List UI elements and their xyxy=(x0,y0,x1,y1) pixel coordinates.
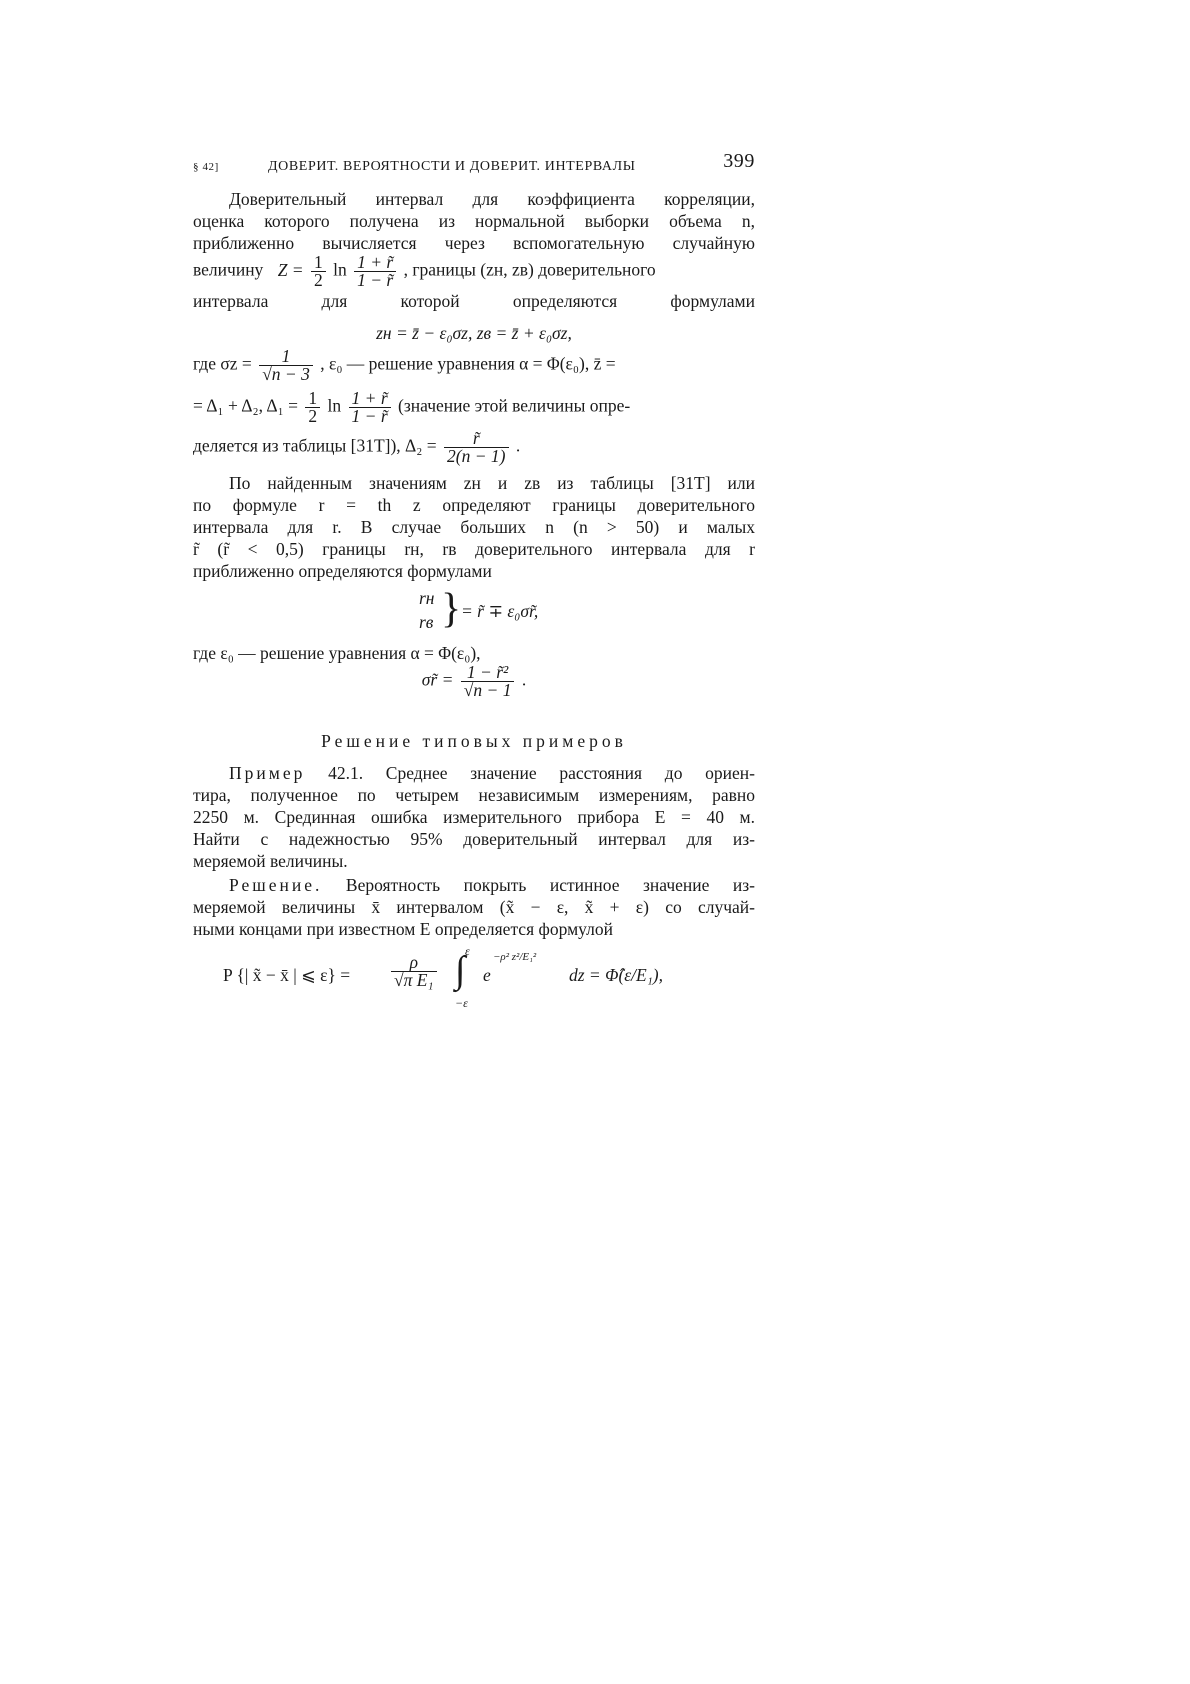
integral-upper-limit: ε xyxy=(465,944,470,958)
text-fragment: 42.1. Среднее значение расстояния до ориен- xyxy=(328,763,756,783)
text-fragment: . xyxy=(515,435,521,456)
text-fragment: , ε₀ — решение уравнения α = Φ(ε₀), z̄ = xyxy=(320,353,616,374)
z-symbol: Z = xyxy=(277,259,308,280)
line-sigma-z xyxy=(193,348,755,388)
paragraph-correlation-interval xyxy=(193,188,755,254)
sigma-fraction xyxy=(259,348,313,383)
example-42-1 xyxy=(193,762,755,872)
sigma-r-lhs: σr̃ = xyxy=(421,669,454,690)
text-line: ными концами при известном E определяется формулой xyxy=(193,919,613,939)
text-line: r̃ (r̃ < 0,5) границы rн, rв доверительного интервала для r xyxy=(193,539,755,559)
r-bound-rhs: = r̃ ∓ ε₀σr̃, xyxy=(461,601,539,621)
numerator: r̃ xyxy=(444,430,508,448)
text-line: где ε₀ — решение уравнения α = Φ(ε₀), xyxy=(193,643,481,663)
text-line: приближенно определяются формулами xyxy=(193,561,492,581)
running-title: ДОВЕРИТ. ВЕРОЯТНОСТИ И ДОВЕРИТ. ИНТЕРВАЛЫ xyxy=(268,159,636,174)
line-delta-two xyxy=(193,430,755,470)
ratio-fraction xyxy=(354,254,396,289)
text-line: меряемой величины x̄ интервалом (x̃ − ε, x̃ + ε) со случай- xyxy=(193,897,755,917)
brace-symbol: } xyxy=(441,586,462,632)
running-header xyxy=(193,150,755,178)
text-fragment: . xyxy=(521,669,527,690)
section-heading: Решение типовых примеров xyxy=(321,731,627,751)
text-line: по формуле r = th z определяют границы доверительного xyxy=(193,495,755,515)
exponent: −ρ² z²/E₁² xyxy=(493,951,537,963)
numerator: 1 + r̃ xyxy=(354,254,396,272)
numerator: 1 xyxy=(311,254,326,272)
formula-z-bounds: zн = z̄ − ε₀σz, zв = z̄ + ε₀σz, xyxy=(376,323,572,343)
text-line: интервала для которой определяются формулами xyxy=(193,291,755,311)
exponent-base: e xyxy=(483,965,491,985)
numerator: 1 xyxy=(259,348,313,366)
text-line: оценка которого получена из нормальной выборки объема n, xyxy=(193,211,755,231)
text-fragment: величину xyxy=(193,259,264,280)
page-number: 399 xyxy=(723,150,755,172)
text-line: приближенно вычисляется через вспомогательную случайную xyxy=(193,233,755,253)
half-fraction xyxy=(311,254,326,289)
delta-two-fraction xyxy=(444,430,508,465)
text-line: По найденным значениям zн и zв из таблицы [31T] или xyxy=(229,473,755,493)
text-line: Найти с надежностью 95% доверительный интервал для из- xyxy=(193,829,755,849)
example-label: Пример xyxy=(229,763,306,783)
line-delta-one xyxy=(193,390,755,430)
numerator: ρ xyxy=(391,954,437,972)
text-line: интервала для r. В случае больших n (n > 50) и малых xyxy=(193,517,755,537)
text-line: Доверительный интервал для коэффициента корреляции, xyxy=(229,189,755,209)
denominator: 2 xyxy=(313,270,323,290)
probability-lhs: P {| x̃ − x̄ | ⩽ ε} = xyxy=(223,965,351,985)
solution-label: Решение. xyxy=(229,875,323,895)
text-fragment: = Δ₁ + Δ₂, Δ₁ = xyxy=(193,395,299,416)
text-line: 2250 м. Срединная ошибка измерительного прибора E = 40 м. xyxy=(193,807,755,827)
half-fraction xyxy=(305,390,320,425)
text-fragment: Вероятность покрыть истинное значение из- xyxy=(345,875,755,895)
denominator: 2(n − 1) xyxy=(447,446,506,466)
probability-rhs: dz = Φ̂(ε/E₁), xyxy=(569,965,664,985)
denominator: √n − 1 xyxy=(463,680,512,700)
text-fragment: где σz = xyxy=(193,353,252,374)
solution-paragraph xyxy=(193,874,755,940)
ratio-fraction xyxy=(349,390,391,425)
numerator: 1 + r̃ xyxy=(349,390,391,408)
probability-fraction xyxy=(391,954,437,989)
formula-r-bounds xyxy=(193,586,755,640)
integral-sign: ∫ xyxy=(455,949,466,991)
r-upper: rв xyxy=(419,612,434,632)
r-lower: rн xyxy=(419,588,435,608)
denominator: √n − 3 xyxy=(262,364,310,384)
text-fragment: (значение этой величины опре- xyxy=(398,395,631,416)
ln-symbol: ln xyxy=(327,395,342,416)
denominator: 1 − r̃ xyxy=(357,270,394,290)
text-line xyxy=(193,874,755,896)
line-z-definition xyxy=(193,254,755,294)
formula-probability xyxy=(193,940,755,1010)
numerator: 1 xyxy=(305,390,320,408)
denominator: √π E₁ xyxy=(394,970,434,990)
sigma-r-fraction xyxy=(461,664,515,699)
text-line: меряемой величины. xyxy=(193,851,348,871)
integral-lower-limit: −ε xyxy=(455,996,468,1010)
formula-sigma-r xyxy=(193,664,755,706)
section-number: § 42] xyxy=(193,161,219,173)
ln-symbol: ln xyxy=(333,259,347,280)
numerator: 1 − r̃² xyxy=(461,664,515,682)
denominator: 1 − r̃ xyxy=(351,406,388,426)
r-bound-symbols xyxy=(419,586,443,634)
text-fragment: деляется из таблицы [31T]), Δ₂ = xyxy=(193,435,437,456)
paragraph-r-bounds xyxy=(193,472,755,582)
text-line: тира, полученное по четырем независимым измерениям, равно xyxy=(193,785,755,805)
text-line xyxy=(193,762,755,784)
denominator: 2 xyxy=(308,406,318,426)
text-fragment: , границы (zн, zв) доверительного xyxy=(403,259,656,280)
